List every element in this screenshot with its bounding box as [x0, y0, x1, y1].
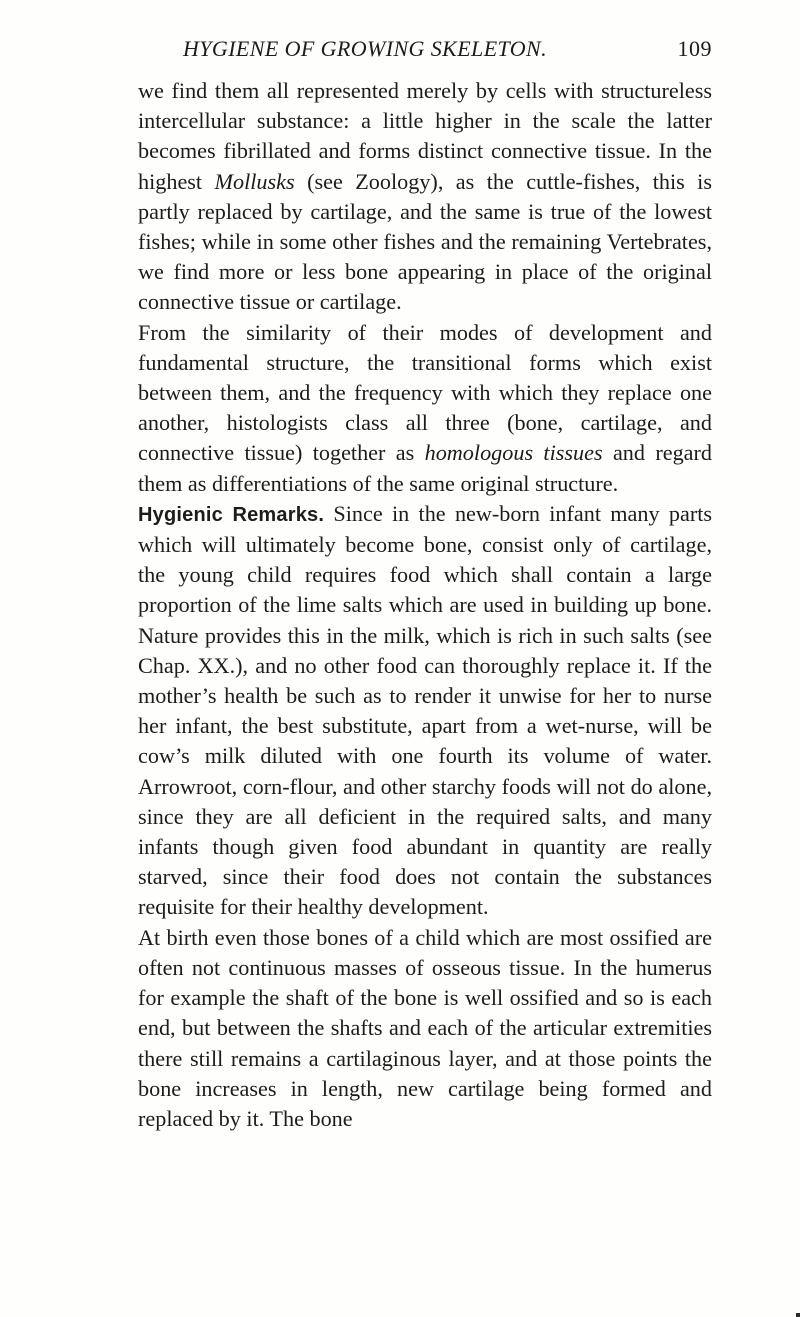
- text-segment: From the similarity of their modes of development and fundamental structure, the transitional forms which exist between them, and the frequency with which they replace one another, histologists class all three (bone, cartilage, and connective tissue) together as: [138, 319, 712, 466]
- text-segment: At birth even those bones of a child which are most ossified are often not continuous masses of osseous tissue. In the humerus for example the shaft of the bone is well ossified and so is each end, but between the shafts and each of the articular extremities there still remains a cartilaginous layer, and at those points the bone increases in length, new cartilage being formed and replaced by it. The bone: [138, 924, 712, 1131]
- italic-term: homologous tissues: [424, 440, 603, 466]
- italic-term: Mollusks: [214, 168, 295, 194]
- paragraph: [138, 76, 712, 318]
- page-header: [138, 36, 712, 76]
- text-segment: Since in the new-born infant many parts which will ultimately become bone, consist only of cartilage, the young child requires food which shall contain a large proportion of the lime salts which are used in building up bone. Nature provides this in the milk, which is rich in such salts (see Chap. XX.), and no other food can thoroughly replace it. If the mother’s health be such as to render it unwise for her to nurse her infant, the best substitute, apart from a wet-nurse, will be cow’s milk diluted with one fourth its volume of water. Arrowroot, corn-flour, and other starchy foods will not do alone, since they are all deficient in the required salts, and many infants though given food abundant in quantity are really starved, since their food does not contain the substances requisite for their healthy development.: [138, 500, 713, 920]
- text-segment: we find them all represented merely by cells with structureless intercellular substance: a little higher in the scale the latter becomes fibrillated and forms distinct connective tissue. In the highest: [138, 78, 712, 194]
- page-edge-mark: [796, 1313, 800, 1317]
- paragraph: [138, 923, 712, 1134]
- page-number: 109: [677, 36, 712, 61]
- paragraph: [138, 318, 712, 499]
- text-segment: and regard them as differentiations of the same original structure.: [138, 440, 713, 496]
- running-head: HYGIENE OF GROWING SKELETON.: [183, 36, 548, 61]
- text-segment: (see Zoology), as the cuttle-fishes, this is partly replaced by cartilage, and the same is true of the lowest fishes; while in some other fishes and the remaining Vertebrates, we find more or less bone appearing in place of the original connective tissue or cartilage.: [138, 168, 712, 315]
- paragraph: [138, 499, 712, 923]
- section-heading: Hygienic Remarks.: [138, 503, 325, 526]
- body-text: [138, 76, 712, 1134]
